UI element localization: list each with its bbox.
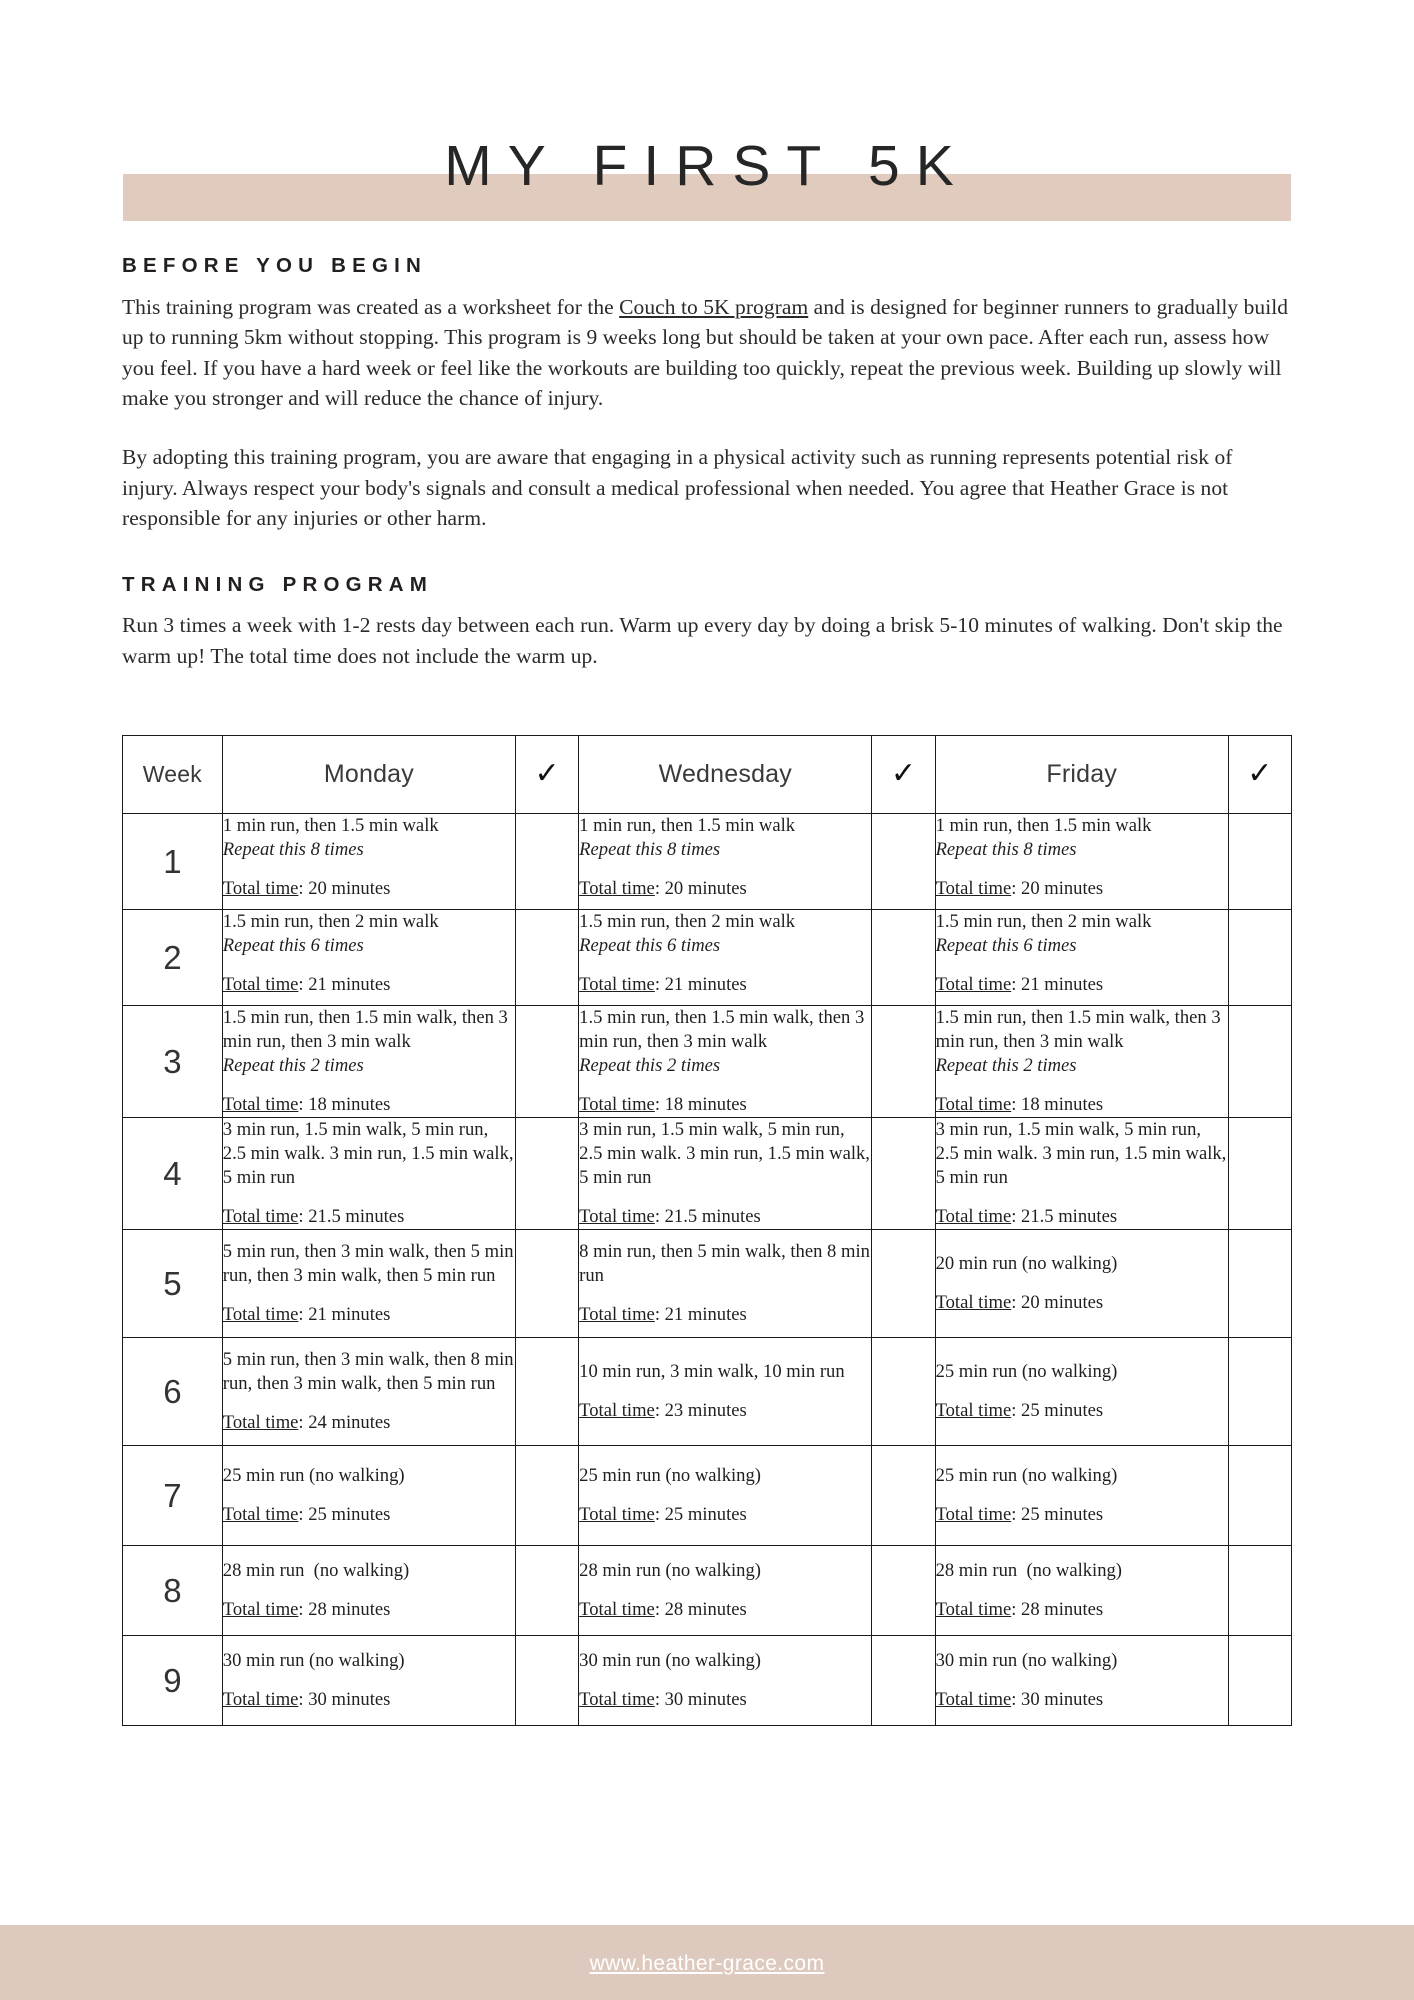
workout-cell-friday xyxy=(935,910,1228,1006)
workout-total-time xyxy=(223,1093,515,1117)
workout-total-time xyxy=(223,1598,515,1622)
checkbox-cell-monday[interactable] xyxy=(516,1338,579,1446)
total-time-label: Total time xyxy=(935,1094,1012,1115)
table-row xyxy=(123,1636,1292,1726)
total-time-value: : 24 minutes xyxy=(298,1412,391,1433)
column-header-friday: Friday xyxy=(935,736,1228,814)
workout-cell-monday xyxy=(222,1636,515,1726)
total-time-label: Total time xyxy=(222,878,299,899)
workout-cell-friday xyxy=(935,1546,1228,1636)
column-header-week: Week xyxy=(123,736,223,814)
checkbox-cell-wednesday[interactable] xyxy=(872,1118,935,1230)
workout-total-time xyxy=(223,973,515,997)
checkbox-cell-wednesday[interactable] xyxy=(872,1446,935,1546)
checkbox-cell-friday[interactable] xyxy=(1228,814,1291,910)
workout-total-time xyxy=(223,1688,515,1712)
workout-total-time xyxy=(579,1688,871,1712)
workout-repeat-note: Repeat this 2 times xyxy=(579,1055,721,1076)
total-time-label: Total time xyxy=(935,974,1012,995)
workout-description: 30 min run (no walking) xyxy=(579,1650,761,1671)
workout-total-time xyxy=(936,1205,1228,1229)
training-table-body xyxy=(123,814,1292,1726)
check-icon: ✓ xyxy=(890,756,917,791)
intro-paragraph-1-text-before: This training program was created as a worksheet for the xyxy=(122,294,620,319)
total-time-value: : 21 minutes xyxy=(1011,974,1104,995)
workout-repeat-note: Repeat this 8 times xyxy=(935,839,1077,860)
workout-total-time xyxy=(223,1205,515,1229)
table-row xyxy=(123,910,1292,1006)
total-time-value: : 23 minutes xyxy=(654,1400,747,1421)
total-time-label: Total time xyxy=(222,1412,299,1433)
total-time-value: : 30 minutes xyxy=(654,1689,747,1710)
checkbox-cell-wednesday[interactable] xyxy=(872,1006,935,1118)
checkbox-cell-friday[interactable] xyxy=(1228,1230,1291,1338)
workout-cell-wednesday xyxy=(579,1006,872,1118)
workout-description: 10 min run, 3 min walk, 10 min run xyxy=(579,1361,845,1382)
total-time-label: Total time xyxy=(222,1599,299,1620)
workout-repeat-note: Repeat this 8 times xyxy=(579,839,721,860)
workout-repeat-note: Repeat this 2 times xyxy=(935,1055,1077,1076)
total-time-value: : 21.5 minutes xyxy=(654,1206,761,1227)
workout-total-time xyxy=(936,1291,1228,1315)
workout-description: 1.5 min run, then 1.5 min walk, then 3 min run, then 3 min walk xyxy=(579,1007,869,1052)
workout-total-time xyxy=(936,877,1228,901)
workout-cell-monday xyxy=(222,1338,519,1446)
checkbox-cell-friday[interactable] xyxy=(1228,1636,1291,1726)
week-number-cell: 5 xyxy=(123,1230,223,1338)
intro-paragraph-1 xyxy=(122,292,1292,414)
total-time-value: : 25 minutes xyxy=(654,1504,747,1525)
workout-description: 1.5 min run, then 1.5 min walk, then 3 min run, then 3 min walk xyxy=(222,1007,513,1052)
column-header-wednesday: Wednesday xyxy=(579,736,872,814)
column-header-check-friday xyxy=(1228,736,1291,814)
workout-total-time xyxy=(936,1503,1228,1527)
workout-repeat-note: Repeat this 2 times xyxy=(222,1055,364,1076)
total-time-value: : 28 minutes xyxy=(654,1599,747,1620)
workout-repeat-note: Repeat this 6 times xyxy=(222,935,364,956)
couch-to-5k-link[interactable]: Couch to 5K program xyxy=(619,294,809,319)
workout-total-time xyxy=(579,1399,871,1423)
total-time-value: : 25 minutes xyxy=(298,1504,391,1525)
workout-description: 30 min run (no walking) xyxy=(222,1650,405,1671)
week-number-cell: 3 xyxy=(123,1006,223,1118)
workout-cell-friday xyxy=(935,1446,1228,1546)
workout-description: 1.5 min run, then 1.5 min walk, then 3 min run, then 3 min walk xyxy=(935,1007,1226,1052)
checkbox-cell-wednesday[interactable] xyxy=(872,814,935,910)
checkbox-cell-wednesday[interactable] xyxy=(872,1230,935,1338)
workout-repeat-note: Repeat this 8 times xyxy=(222,839,364,860)
checkbox-cell-monday[interactable] xyxy=(516,1546,579,1636)
workout-total-time xyxy=(936,1688,1228,1712)
workout-total-time xyxy=(579,1303,871,1327)
workout-description: 25 min run (no walking) xyxy=(222,1465,405,1486)
workout-description: 30 min run (no walking) xyxy=(935,1650,1118,1671)
week-number-cell: 1 xyxy=(123,814,223,910)
workout-description: 20 min run (no walking) xyxy=(935,1253,1118,1274)
total-time-value: : 21 minutes xyxy=(298,974,391,995)
workout-repeat-note: Repeat this 6 times xyxy=(935,935,1077,956)
workout-description: 1.5 min run, then 2 min walk xyxy=(222,911,439,932)
footer-website-link[interactable]: www.heather-grace.com xyxy=(589,1952,825,1975)
page-title: MY FIRST 5K xyxy=(444,134,970,198)
workout-description: 3 min run, 1.5 min walk, 5 min run, 2.5 min walk. 3 min run, 1.5 min walk, 5 min run xyxy=(222,1119,519,1188)
total-time-label: Total time xyxy=(222,1206,299,1227)
checkbox-cell-monday[interactable] xyxy=(516,1118,579,1230)
workout-cell-wednesday xyxy=(579,814,872,910)
workout-total-time xyxy=(579,877,871,901)
workout-total-time xyxy=(223,1303,515,1327)
total-time-label: Total time xyxy=(579,1400,655,1421)
checkbox-cell-wednesday[interactable] xyxy=(872,1636,935,1726)
workout-total-time xyxy=(223,1411,515,1435)
checkbox-cell-wednesday[interactable] xyxy=(872,1546,935,1636)
workout-cell-wednesday xyxy=(579,1230,875,1338)
workout-cell-monday xyxy=(222,1006,515,1118)
workout-cell-monday xyxy=(222,1546,515,1636)
workout-cell-wednesday xyxy=(579,1118,875,1230)
workout-cell-wednesday xyxy=(579,1636,872,1726)
total-time-label: Total time xyxy=(579,974,655,995)
workout-total-time xyxy=(223,877,515,901)
training-program-intro: Run 3 times a week with 1-2 rests day between each run. Warm up every day by doing a brisk 5-10 minutes of walking. Don't skip the warm up! The total time does not include the warm up. xyxy=(122,613,1283,668)
total-time-value: : 20 minutes xyxy=(298,878,391,899)
workout-total-time xyxy=(579,1503,871,1527)
total-time-label: Total time xyxy=(935,1400,1012,1421)
table-row xyxy=(123,1338,1292,1446)
total-time-label: Total time xyxy=(935,1504,1012,1525)
table-row xyxy=(123,1230,1292,1338)
checkbox-cell-friday[interactable] xyxy=(1228,1338,1291,1446)
total-time-label: Total time xyxy=(579,1206,655,1227)
workout-description: 1.5 min run, then 2 min walk xyxy=(579,911,796,932)
week-number-cell: 2 xyxy=(123,910,223,1006)
table-row xyxy=(123,1118,1292,1230)
workout-description: 28 min run (no walking) xyxy=(935,1560,1122,1581)
workout-cell-wednesday xyxy=(579,1338,872,1446)
checkbox-cell-monday[interactable] xyxy=(516,910,579,1006)
total-time-value: : 21 minutes xyxy=(654,1304,747,1325)
workout-description: 8 min run, then 5 min walk, then 8 min run xyxy=(579,1241,875,1286)
total-time-value: : 30 minutes xyxy=(298,1689,391,1710)
workout-description: 5 min run, then 3 min walk, then 5 min run, then 3 min walk, then 5 min run xyxy=(222,1241,519,1286)
total-time-label: Total time xyxy=(222,1304,299,1325)
workout-total-time xyxy=(936,1598,1228,1622)
total-time-label: Total time xyxy=(579,1304,655,1325)
workout-description: 28 min run (no walking) xyxy=(579,1560,761,1581)
checkbox-cell-monday[interactable] xyxy=(516,1446,579,1546)
workout-total-time xyxy=(223,1503,515,1527)
workout-cell-friday xyxy=(935,1230,1228,1338)
check-icon: ✓ xyxy=(1247,756,1273,791)
total-time-label: Total time xyxy=(579,1599,655,1620)
workout-description: 25 min run (no walking) xyxy=(579,1465,761,1486)
section-heading-before-you-begin: BEFORE YOU BEGIN xyxy=(122,254,427,277)
intro-paragraph-2: By adopting this training program, you are aware that engaging in a physical activity such as running represents potential risk of injury. Always respect your body's signals and consult a medical professional when needed. You agree that Heather Grace is not responsible for any injuries or other harm. xyxy=(122,444,1233,531)
checkbox-cell-monday[interactable] xyxy=(516,1636,579,1726)
total-time-label: Total time xyxy=(935,878,1012,899)
workout-cell-wednesday xyxy=(579,1546,872,1636)
workout-total-time xyxy=(936,1399,1228,1423)
workout-cell-friday xyxy=(935,1636,1228,1726)
total-time-value: : 28 minutes xyxy=(298,1599,391,1620)
total-time-value: : 25 minutes xyxy=(1011,1400,1104,1421)
workout-cell-wednesday xyxy=(579,1446,872,1546)
table-row xyxy=(123,1546,1292,1636)
workout-cell-friday xyxy=(935,1118,1231,1230)
check-icon: ✓ xyxy=(534,756,560,791)
workout-cell-friday xyxy=(935,1338,1228,1446)
workout-description: 1.5 min run, then 2 min walk xyxy=(935,911,1152,932)
total-time-value: : 18 minutes xyxy=(1011,1094,1104,1115)
total-time-value: : 20 minutes xyxy=(1011,878,1104,899)
workout-total-time xyxy=(579,1093,871,1117)
workout-description: 5 min run, then 3 min walk, then 8 min run, then 3 min walk, then 5 min run xyxy=(222,1349,519,1394)
workout-cell-wednesday xyxy=(579,910,872,1006)
workout-cell-monday xyxy=(222,814,515,910)
total-time-label: Total time xyxy=(579,1689,655,1710)
week-number-cell: 7 xyxy=(123,1446,223,1546)
checkbox-cell-wednesday[interactable] xyxy=(872,910,935,1006)
table-row xyxy=(123,814,1292,910)
workout-cell-friday xyxy=(935,1006,1228,1118)
total-time-value: : 28 minutes xyxy=(1011,1599,1104,1620)
checkbox-cell-friday[interactable] xyxy=(1228,910,1291,1006)
workout-cell-monday xyxy=(222,1446,515,1546)
training-program-table xyxy=(122,735,1292,1726)
column-header-monday: Monday xyxy=(222,736,515,814)
checkbox-cell-friday[interactable] xyxy=(1228,1546,1291,1636)
total-time-label: Total time xyxy=(579,1504,655,1525)
total-time-label: Total time xyxy=(579,1094,655,1115)
total-time-value: : 21 minutes xyxy=(298,1304,391,1325)
training-table-container xyxy=(122,735,1292,1726)
column-header-check-wednesday xyxy=(872,736,935,814)
table-row xyxy=(123,1446,1292,1546)
workout-description: 28 min run (no walking) xyxy=(222,1560,410,1581)
workout-cell-friday xyxy=(935,814,1228,910)
week-number-cell: 9 xyxy=(123,1636,223,1726)
workout-description: 25 min run (no walking) xyxy=(935,1465,1118,1486)
section-spacer xyxy=(122,534,1292,574)
total-time-value: : 18 minutes xyxy=(654,1094,747,1115)
total-time-value: : 18 minutes xyxy=(298,1094,391,1115)
total-time-label: Total time xyxy=(935,1599,1012,1620)
workout-total-time xyxy=(936,973,1228,997)
week-number-cell: 4 xyxy=(123,1118,223,1230)
workout-description: 25 min run (no walking) xyxy=(935,1361,1118,1382)
checkbox-cell-monday[interactable] xyxy=(516,814,579,910)
total-time-label: Total time xyxy=(222,1689,299,1710)
total-time-value: : 21.5 minutes xyxy=(298,1206,405,1227)
total-time-value: : 20 minutes xyxy=(654,878,747,899)
workout-description: 3 min run, 1.5 min walk, 5 min run, 2.5 min walk. 3 min run, 1.5 min walk, 5 min run xyxy=(579,1119,875,1188)
total-time-label: Total time xyxy=(935,1689,1012,1710)
checkbox-cell-friday[interactable] xyxy=(1228,1118,1291,1230)
workout-cell-monday xyxy=(222,1230,519,1338)
workout-description: 1 min run, then 1.5 min walk xyxy=(935,815,1152,836)
total-time-label: Total time xyxy=(222,1504,299,1525)
workout-cell-monday xyxy=(222,910,515,1006)
checkbox-cell-friday[interactable] xyxy=(1228,1006,1291,1118)
workout-description: 1 min run, then 1.5 min walk xyxy=(222,815,439,836)
checkbox-cell-monday[interactable] xyxy=(516,1006,579,1118)
total-time-label: Total time xyxy=(935,1206,1012,1227)
workout-repeat-note: Repeat this 6 times xyxy=(579,935,721,956)
section-heading-training-program: TRAINING PROGRAM xyxy=(122,572,434,596)
table-row xyxy=(123,1006,1292,1118)
total-time-label: Total time xyxy=(222,974,299,995)
week-number-cell: 6 xyxy=(123,1338,223,1446)
checkbox-cell-monday[interactable] xyxy=(516,1230,579,1338)
checkbox-cell-wednesday[interactable] xyxy=(872,1338,935,1446)
total-time-label: Total time xyxy=(579,878,655,899)
workout-total-time xyxy=(579,1205,871,1229)
total-time-value: : 21 minutes xyxy=(654,974,747,995)
table-header-row xyxy=(123,736,1292,814)
total-time-value: : 25 minutes xyxy=(1011,1504,1104,1525)
week-number-cell: 8 xyxy=(123,1546,223,1636)
workout-description: 3 min run, 1.5 min walk, 5 min run, 2.5 min walk. 3 min run, 1.5 min walk, 5 min run xyxy=(935,1119,1231,1188)
workout-total-time xyxy=(579,973,871,997)
workout-total-time xyxy=(579,1598,871,1622)
workout-cell-monday xyxy=(222,1118,519,1230)
total-time-value: : 30 minutes xyxy=(1011,1689,1104,1710)
total-time-value: : 21.5 minutes xyxy=(1011,1206,1118,1227)
document-body xyxy=(122,255,1292,671)
checkbox-cell-friday[interactable] xyxy=(1228,1446,1291,1546)
intro-paragraph-1-text-after: and is designed for beginner runners to gradually build up to running 5km without stopping. This program is 9 weeks long but should be taken at your own pace. After each run, assess how you feel. If you have a hard week or feel like the workouts are building too quickly, repeat the previous week. Building up slowly will make you stronger and will reduce the chance of injury. xyxy=(122,294,1289,411)
workout-total-time xyxy=(936,1093,1228,1117)
total-time-label: Total time xyxy=(222,1094,299,1115)
workout-description: 1 min run, then 1.5 min walk xyxy=(579,815,796,836)
total-time-value: : 20 minutes xyxy=(1011,1292,1104,1313)
total-time-label: Total time xyxy=(935,1292,1012,1313)
column-header-check-monday xyxy=(516,736,579,814)
